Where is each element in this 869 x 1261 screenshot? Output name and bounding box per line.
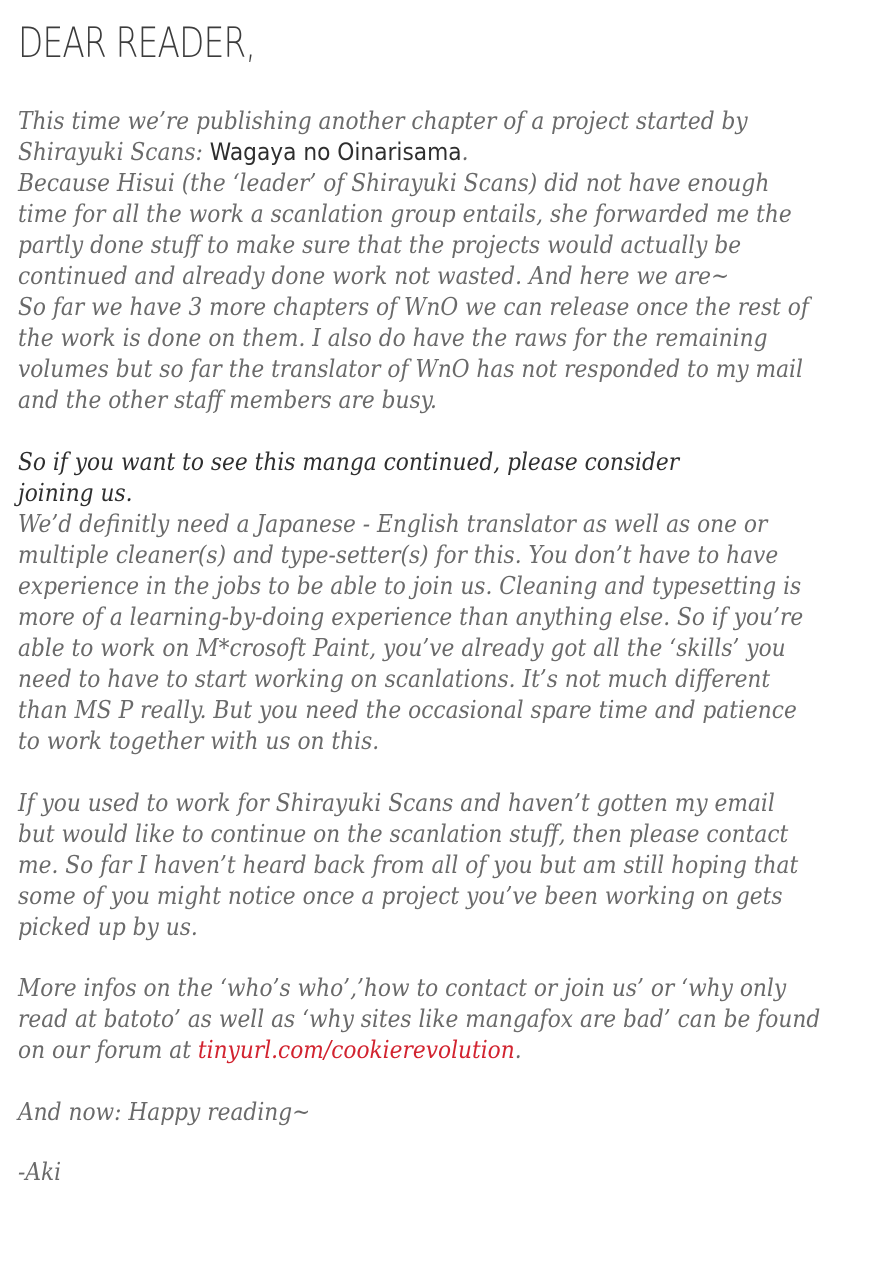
p2-line-4: multiple cleaner(s) and type-setter(s) for this. You don’t have to have [18, 541, 779, 569]
p1-line-2-prefix: Shirayuki Scans: [18, 138, 210, 166]
manga-title: Wagaya no Oinarisama [209, 138, 462, 166]
letter-heading: DEAR READER, [18, 18, 256, 67]
p2-line-10: to work together with us on this. [18, 727, 380, 755]
p2-line-9: than MS P really. But you need the occasional spare time and patience [18, 696, 797, 724]
p2-line-3: We’d definitly need a Japanese - English translator as well as one or [18, 510, 768, 538]
p4-line-2: read at batoto’ as well as ‘why sites like mangafox are bad’ can be found [18, 1005, 821, 1033]
p4-line-3-prefix: on our forum at [18, 1036, 198, 1064]
p1-line-10: and the other staff members are busy. [18, 386, 437, 414]
forum-link[interactable]: tinyurl.com/cookierevolution [197, 1036, 515, 1064]
p3-line-2: but would like to continue on the scanlation stuff, then please contact [18, 820, 789, 848]
signature: -Aki [18, 1158, 62, 1186]
p4-line-3-suffix: . [514, 1036, 522, 1064]
p2-line-2: joining us. [18, 479, 133, 507]
p1-line-3: Because Hisui (the ‘leader’ of Shirayuki Scans) did not have enough [18, 169, 770, 197]
p1-line-2 [18, 137, 468, 168]
p4-line-1: More infos on the ‘who’s who’,’how to contact or join us’ or ‘why only [18, 974, 787, 1002]
p2-line-7: able to work on M*crosoft Paint, you’ve already got all the ‘skills’ you [18, 634, 786, 662]
p3-line-4: some of you might notice once a project you’ve been working on gets [18, 882, 783, 910]
p1-line-5: partly done stuff to make sure that the projects would actually be [18, 231, 742, 259]
p1-line-7: So far we have 3 more chapters of WnO we can release once the rest of [18, 293, 809, 321]
closing-line: And now: Happy reading~ [18, 1098, 311, 1126]
p1-line-8: the work is done on them. I also do have the raws for the remaining [18, 324, 768, 352]
p2-line-5: experience in the jobs to be able to join us. Cleaning and typesetting is [18, 572, 802, 600]
p1-line-2-suffix: . [461, 138, 469, 166]
p4-line-3 [18, 1035, 522, 1066]
p3-line-1: If you used to work for Shirayuki Scans and haven’t gotten my email [18, 789, 775, 817]
p1-line-4: time for all the work a scanlation group entails, she forwarded me the [18, 200, 792, 228]
p1-line-9: volumes but so far the translator of WnO has not responded to my mail [18, 355, 803, 383]
p1-line-6: continued and already done work not wasted. And here we are~ [18, 262, 730, 290]
p2-line-1: So if you want to see this manga continued, please consider [18, 448, 680, 476]
p3-line-3: me. So far I haven’t heard back from all of you but am still hoping that [18, 851, 799, 879]
p2-line-8: need to have to start working on scanlations. It’s not much different [18, 665, 771, 693]
p1-line-1: This time we’re publishing another chapter of a project started by [18, 107, 748, 135]
p2-line-6: more of a learning-by-doing experience than anything else. So if you’re [18, 603, 804, 631]
p3-line-5: picked up by us. [18, 913, 198, 941]
